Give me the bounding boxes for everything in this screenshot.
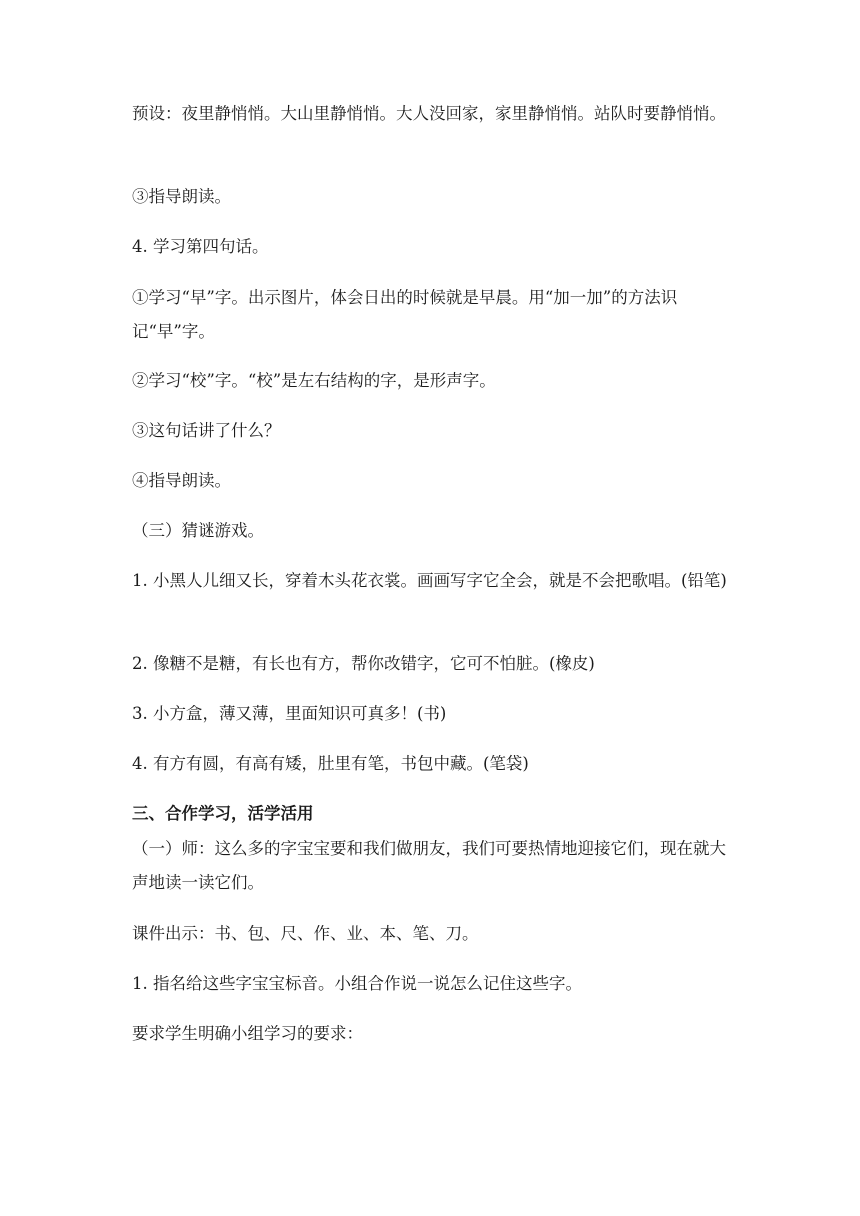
section-riddle-game: （三）猜谜游戏。 — [132, 521, 264, 540]
riddle-3: 3. 小方盒，薄又薄，里面知识可真多！(书) — [132, 704, 447, 723]
paragraph-fourth-sentence: 4. 学习第四句话。 — [132, 237, 269, 256]
paragraph-question: ③这句话讲了什么？ — [132, 421, 281, 440]
paragraph-requirements: 要求学生明确小组学习的要求： — [132, 1024, 363, 1043]
riddle-1: 1. 小黑人儿细又长，穿着木头花衣裳。画画写字它全会，就是不会把歌唱。(铅笔) — [132, 571, 727, 590]
paragraph-teacher: （一）师：这么多的字宝宝要和我们做朋友，我们可要热情地迎接它们，现在就大声地读一读它们。 — [132, 839, 726, 892]
paragraph-pinyin-task: 1. 指名给这些字宝宝标音。小组合作说一说怎么记住这些字。 — [132, 974, 582, 993]
section-heading-cooperative: 三、合作学习，活学活用 — [132, 804, 314, 823]
paragraph-learn-xiao: ②学习“校”字。“校”是左右结构的字，是形声字。 — [132, 371, 496, 390]
riddle-4: 4. 有方有圆，有高有矮，肚里有笔，书包中藏。(笔袋) — [132, 754, 529, 773]
paragraph-learn-zao: ①学习“早”字。出示图片，体会日出的时候就是早晨。用“加一加”的方法识记“早”字。 — [132, 288, 678, 341]
paragraph-courseware: 课件出示：书、包、尺、作、业、本、笔、刀。 — [132, 924, 479, 943]
riddle-2: 2. 像糖不是糖，有长也有方，帮你改错字，它可不怕脏。(橡皮) — [132, 654, 595, 673]
paragraph-guide-reading-2: ④指导朗读。 — [132, 471, 231, 490]
paragraph-guide-reading-1: ③指导朗读。 — [132, 187, 231, 206]
paragraph-preset: 预设：夜里静悄悄。大山里静悄悄。大人没回家，家里静悄悄。站队时要静悄悄。 — [132, 104, 726, 123]
